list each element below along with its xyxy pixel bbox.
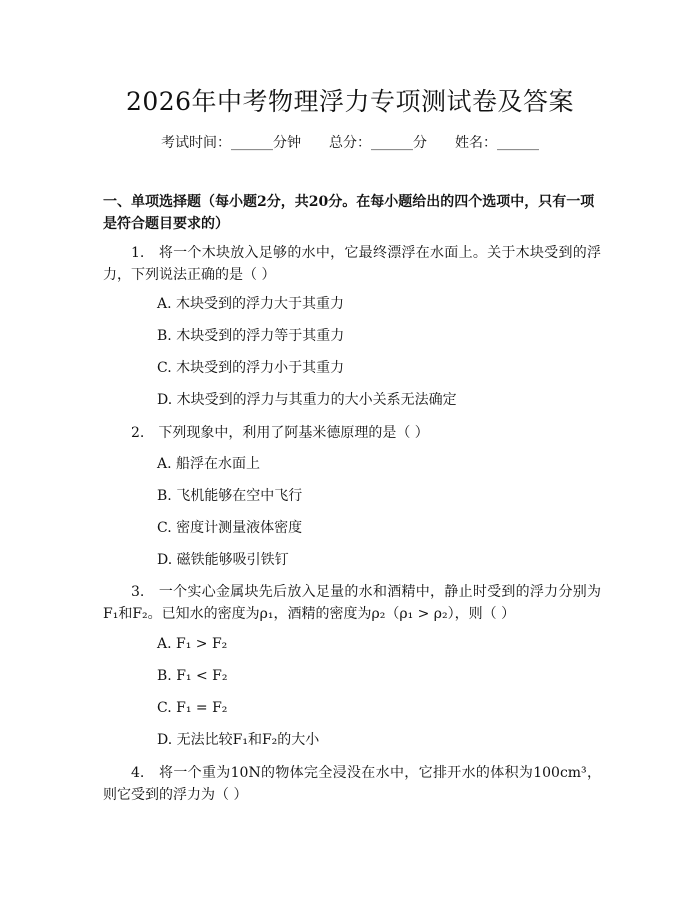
exam-time-field: 考试时间：______分钟 [161,135,301,151]
question-1-option-c: C. 木块受到的浮力小于其重力 [157,360,345,376]
exam-info-line [0,132,700,152]
page-title: 2026年中考物理浮力专项测试卷及答案 [125,87,575,116]
question-2-option-a: A. 船浮在水面上 [157,456,261,472]
question-2-option-c: C. 密度计测量液体密度 [157,520,303,536]
question-3-option-a: A. F₁ > F₂ [157,636,228,652]
question-2-option-d: D. 磁铁能够吸引铁钉 [157,552,289,568]
question-1-option-a: A. 木块受到的浮力大于其重力 [157,296,345,312]
question-1-stem: 1. 将一个木块放入足够的水中，它最终漂浮在水面上。关于木块受到的浮力，下列说法正确的是（ ） [103,245,601,283]
total-score-field: 总分：______分 [329,135,427,151]
question-3-stem: 3. 一个实心金属块先后放入足量的水和酒精中，静止时受到的浮力分别为F₁和F₂。已知水的密度为ρ₁，酒精的密度为ρ₂（ρ₁ > ρ₂），则（ ） [103,584,601,622]
question-3-option-d: D. 无法比较F₁和F₂的大小 [157,732,320,748]
question-1-option-d: D. 木块受到的浮力与其重力的大小关系无法确定 [157,392,457,408]
question-3-option-c: C. F₁ = F₂ [157,700,228,716]
section-heading: 一、单项选择题（每小题2分，共20分。在每小题给出的四个选项中，只有一项是符合题目要求的） [103,194,595,232]
question-1-option-b: B. 木块受到的浮力等于其重力 [157,328,345,344]
question-4-stem: 4. 将一个重为10N的物体完全浸没在水中，它排开水的体积为100cm³，则它受到的浮力为（ ） [103,765,601,803]
question-2-stem: 2. 下列现象中，利用了阿基米德原理的是（ ） [131,425,429,441]
question-3-option-b: B. F₁ < F₂ [157,668,228,684]
student-name-field: 姓名：______ [455,135,539,151]
question-2-option-b: B. 飞机能够在空中飞行 [157,488,303,504]
